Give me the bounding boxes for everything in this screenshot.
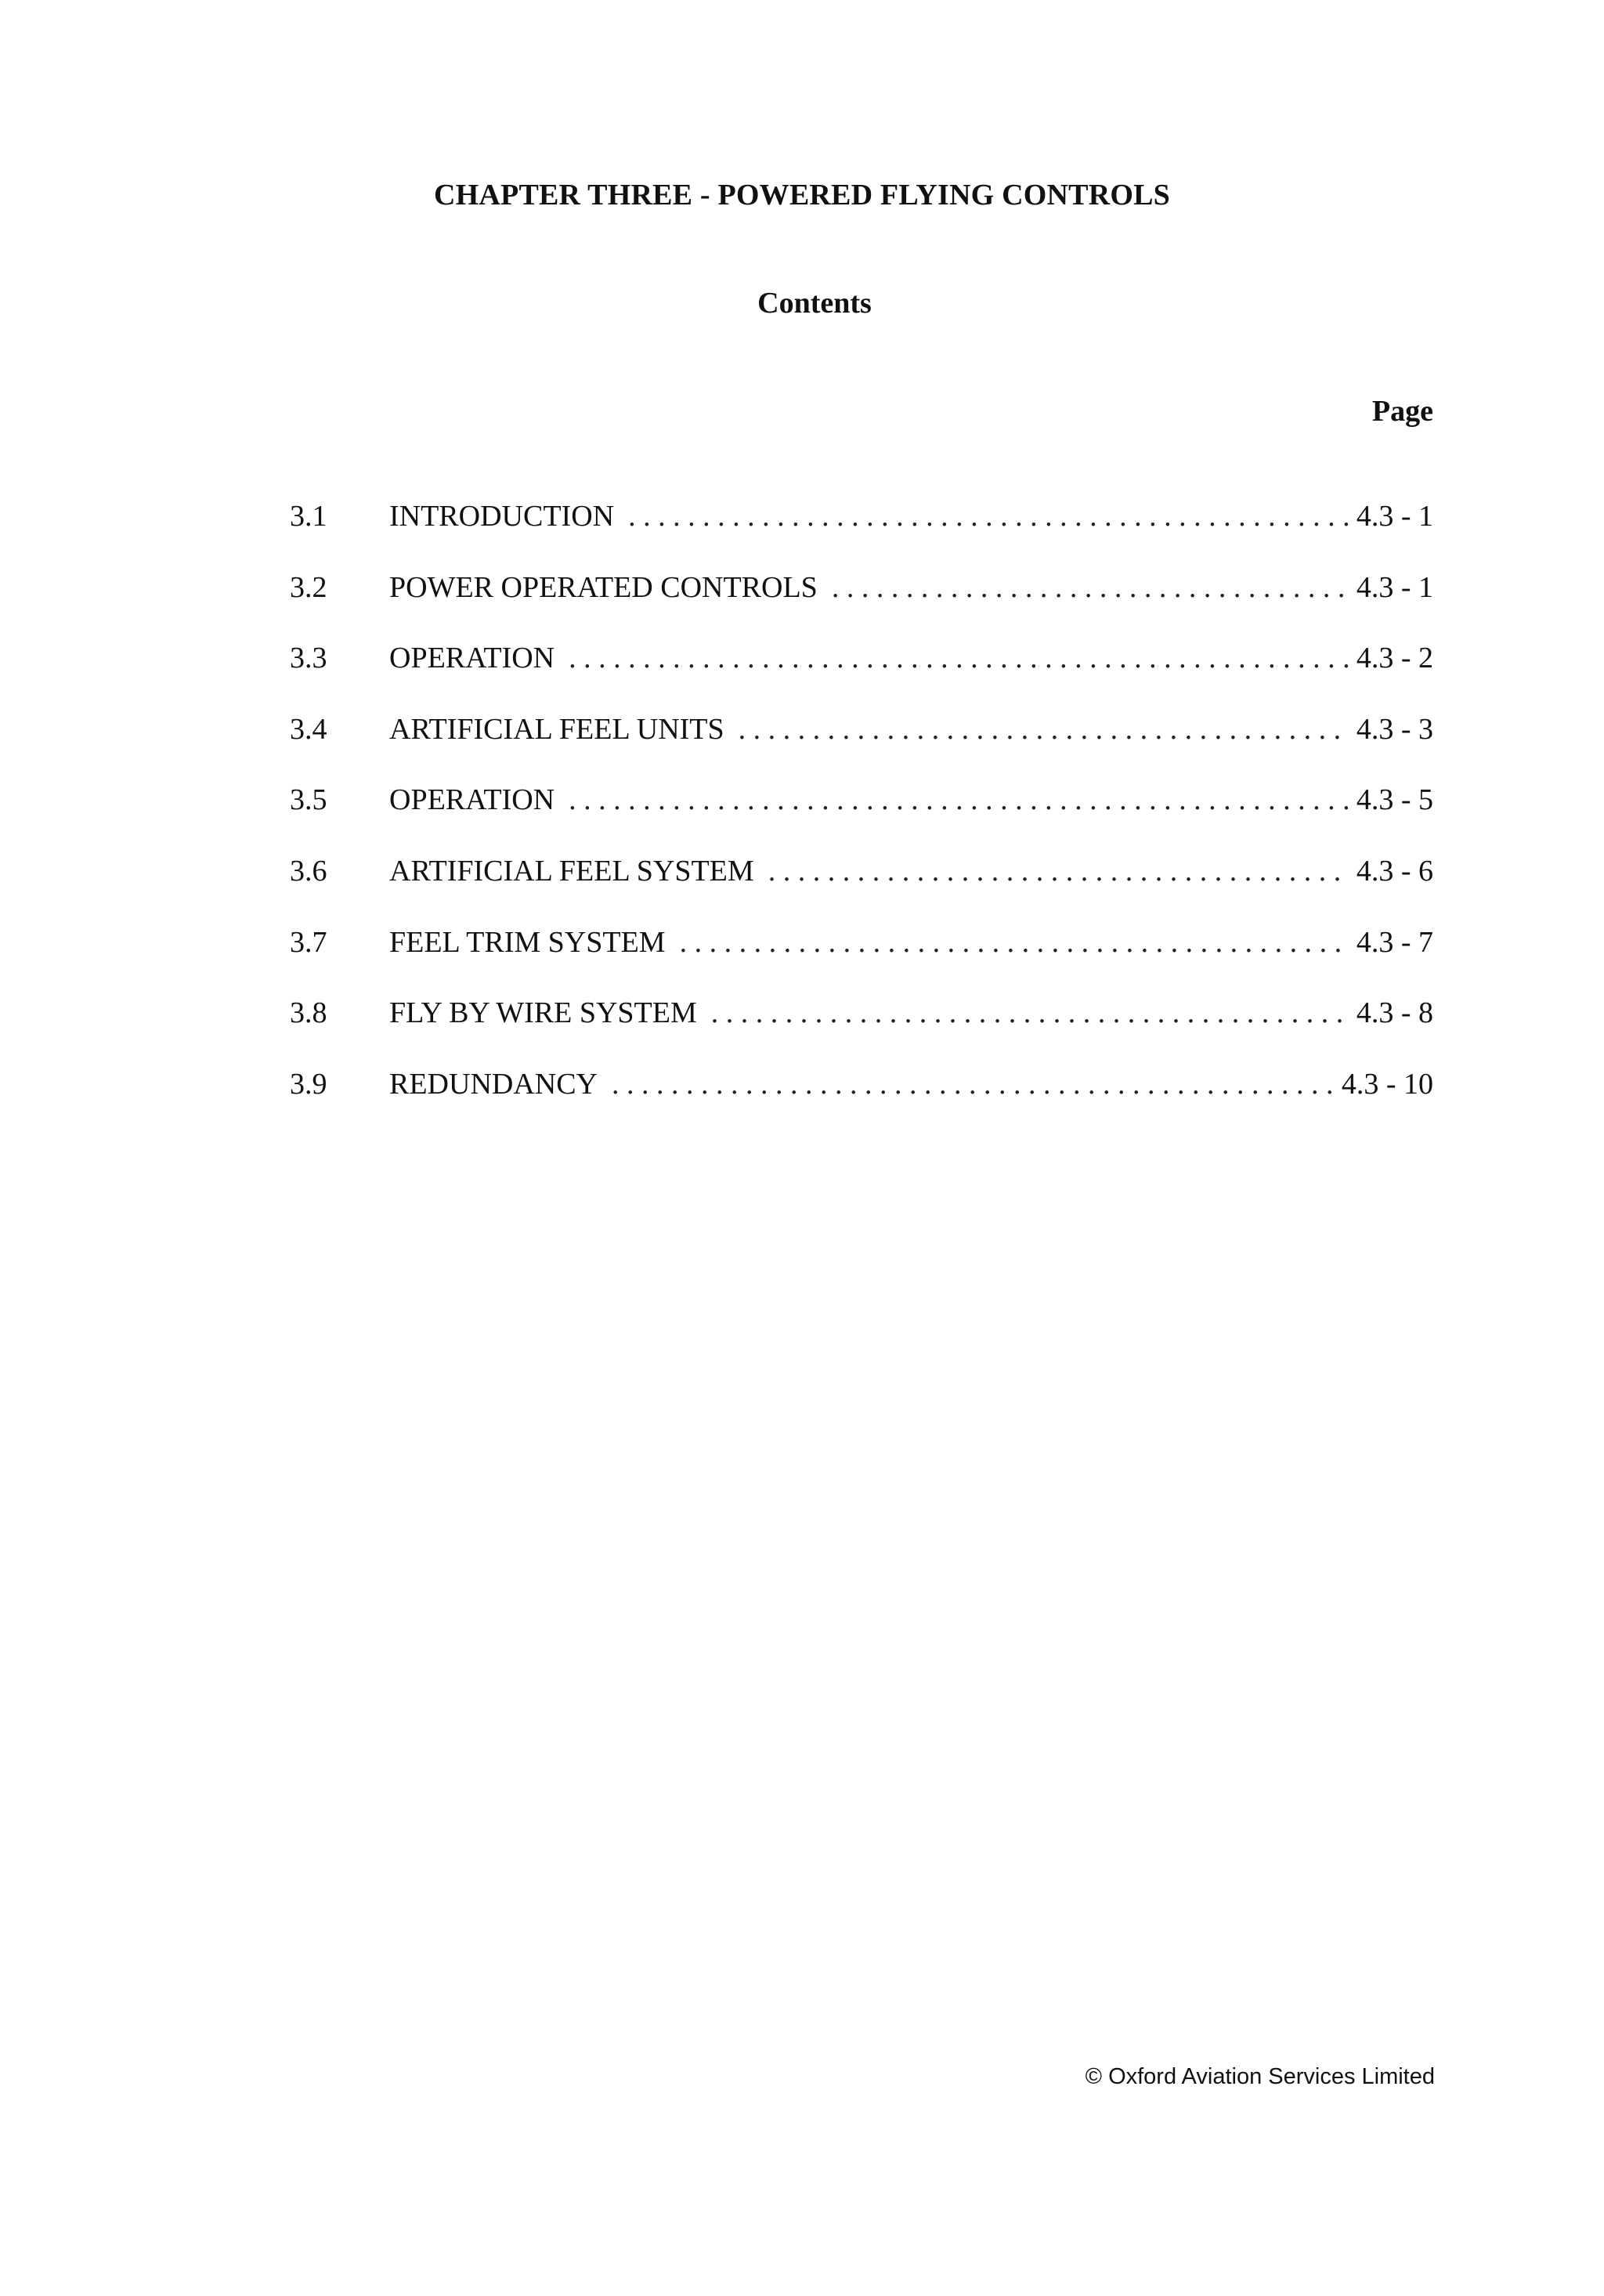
toc-entry-page: 4.3 - 1 — [1356, 500, 1433, 533]
dot-leader — [768, 853, 1349, 889]
toc-entry-page: 4.3 - 6 — [1356, 854, 1433, 888]
dot-leader — [569, 640, 1349, 676]
toc-entry-line — [389, 640, 1433, 676]
toc-entry[interactable] — [0, 711, 1604, 783]
toc-entry-line — [389, 924, 1433, 960]
toc-entry-number: 3.4 — [290, 712, 327, 746]
toc-entry-line — [389, 498, 1433, 534]
toc-entry-page: 4.3 - 10 — [1341, 1067, 1433, 1101]
toc-entry-line — [389, 853, 1433, 889]
toc-entry-number: 3.1 — [290, 500, 327, 533]
toc-entry-line — [389, 1066, 1433, 1102]
toc-entry-line — [389, 569, 1433, 606]
toc-entry-line — [389, 995, 1433, 1031]
toc-entry[interactable] — [0, 640, 1604, 711]
table-of-contents — [0, 498, 1604, 1137]
toc-entry[interactable] — [0, 924, 1604, 996]
toc-entry-title: REDUNDANCY — [389, 1067, 598, 1101]
toc-entry[interactable] — [0, 1066, 1604, 1137]
dot-leader — [628, 498, 1349, 534]
toc-entry-title: ARTIFICIAL FEEL UNITS — [389, 712, 724, 746]
toc-entry-page: 4.3 - 3 — [1356, 712, 1433, 746]
toc-entry-number: 3.7 — [290, 925, 327, 959]
toc-entry-number: 3.8 — [290, 996, 327, 1030]
contents-heading: Contents — [757, 287, 872, 320]
toc-entry-number: 3.2 — [290, 570, 327, 604]
toc-entry-page: 4.3 - 2 — [1356, 642, 1433, 675]
toc-entry-page: 4.3 - 7 — [1356, 925, 1433, 959]
toc-entry-page: 4.3 - 8 — [1356, 996, 1433, 1030]
toc-entry-line — [389, 711, 1433, 747]
toc-entry-title: FLY BY WIRE SYSTEM — [389, 996, 697, 1030]
toc-entry-page: 4.3 - 1 — [1356, 570, 1433, 604]
toc-entry[interactable] — [0, 853, 1604, 924]
toc-entry[interactable] — [0, 498, 1604, 569]
toc-entry-number: 3.6 — [290, 854, 327, 888]
copyright-footer: © Oxford Aviation Services Limited — [1085, 2064, 1435, 2089]
toc-entry[interactable] — [0, 569, 1604, 641]
toc-entry-title: INTRODUCTION — [389, 500, 615, 533]
toc-entry-number: 3.3 — [290, 642, 327, 675]
dot-leader — [612, 1066, 1334, 1102]
toc-entry-title: FEEL TRIM SYSTEM — [389, 925, 666, 959]
toc-entry-line — [389, 782, 1433, 818]
toc-entry[interactable] — [0, 782, 1604, 853]
dot-leader — [739, 711, 1349, 747]
page-column-label: Page — [1371, 395, 1433, 428]
toc-entry-title: OPERATION — [389, 642, 555, 675]
toc-entry-number: 3.9 — [290, 1067, 327, 1101]
toc-entry[interactable] — [0, 995, 1604, 1066]
dot-leader — [711, 995, 1349, 1031]
toc-entry-title: ARTIFICIAL FEEL SYSTEM — [389, 854, 754, 888]
toc-entry-page: 4.3 - 5 — [1356, 783, 1433, 817]
dot-leader — [680, 924, 1349, 960]
dot-leader — [832, 569, 1349, 606]
dot-leader — [569, 782, 1349, 818]
toc-entry-number: 3.5 — [290, 783, 327, 817]
chapter-title: CHAPTER THREE - POWERED FLYING CONTROLS — [433, 179, 1170, 212]
toc-entry-title: OPERATION — [389, 783, 555, 817]
toc-entry-title: POWER OPERATED CONTROLS — [389, 570, 818, 604]
